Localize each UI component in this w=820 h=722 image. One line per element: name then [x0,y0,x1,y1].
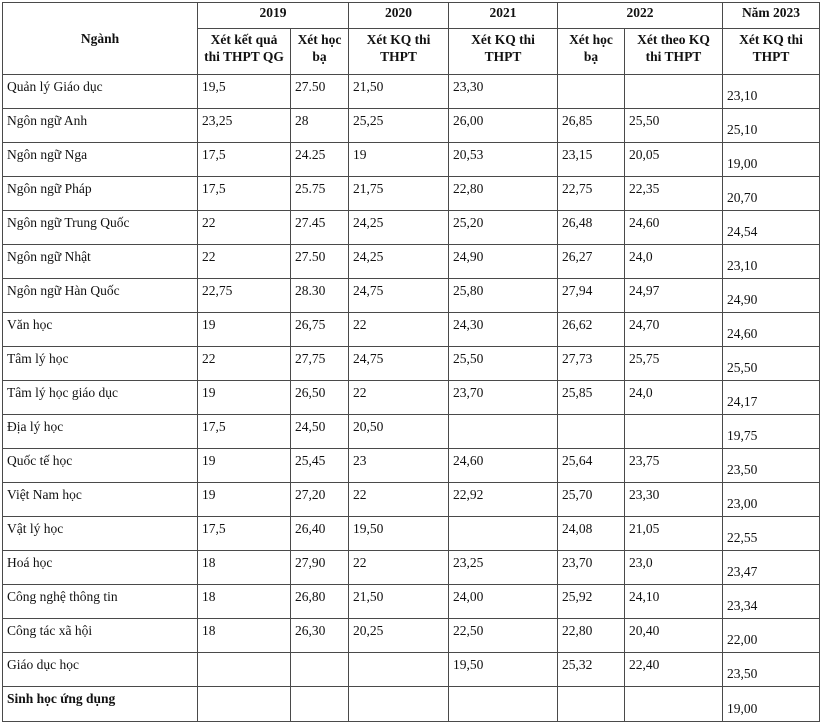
major-column-header: Ngành [3,3,198,75]
major-name-cell: Văn học [3,313,198,347]
table-row [3,75,820,109]
score-2019-exam-cell: 19 [198,381,291,415]
major-name-cell: Giáo dục học [3,653,198,687]
score-2020-exam-cell: 21,50 [349,75,449,109]
score-2021-exam-cell: 22,80 [449,177,558,211]
table-row [3,517,820,551]
score-2023-exam-cell: 23,00 [723,483,820,517]
score-2023-exam-cell: 19,75 [723,415,820,449]
major-name-cell: Sinh học ứng dụng [3,687,198,722]
table-row [3,347,820,381]
score-2020-exam-cell: 19,50 [349,517,449,551]
score-2019-transcript-cell: 26,80 [291,585,349,619]
score-2022-exam-cell: 24,97 [625,279,723,313]
major-name-cell: Ngôn ngữ Nhật [3,245,198,279]
score-2022-exam-cell: 20,05 [625,143,723,177]
score-2019-exam-cell: 22 [198,347,291,381]
score-2022-transcript-cell: 22,80 [558,619,625,653]
score-2021-exam-cell: 22,50 [449,619,558,653]
score-2023-exam-cell: 23,10 [723,245,820,279]
table-row [3,653,820,687]
score-2021-exam-cell [449,687,558,722]
score-2022-transcript-cell: 27,94 [558,279,625,313]
score-2023-exam-cell: 23,47 [723,551,820,585]
score-2022-transcript-cell: 25,92 [558,585,625,619]
score-2021-exam-cell: 23,25 [449,551,558,585]
table-header [3,3,820,75]
score-2019-transcript-cell: 27.50 [291,245,349,279]
score-2019-exam-cell: 19,5 [198,75,291,109]
score-2020-exam-cell: 24,25 [349,245,449,279]
score-2019-transcript-cell: 28.30 [291,279,349,313]
score-2019-transcript-cell: 26,50 [291,381,349,415]
score-2019-transcript-cell [291,653,349,687]
score-2019-exam-cell [198,653,291,687]
score-2020-exam-cell: 22 [349,551,449,585]
score-2021-exam-cell: 24,60 [449,449,558,483]
score-2021-exam-cell: 23,70 [449,381,558,415]
score-2022-transcript-cell: 25,64 [558,449,625,483]
score-2019-transcript-cell: 27,20 [291,483,349,517]
score-2022-transcript-cell: 26,27 [558,245,625,279]
major-name-cell: Ngôn ngữ Pháp [3,177,198,211]
score-2021-exam-cell [449,415,558,449]
score-2022-exam-cell: 23,0 [625,551,723,585]
score-2019-exam-cell [198,687,291,722]
score-2020-exam-cell: 21,75 [349,177,449,211]
table-row [3,687,820,722]
score-2021-exam-cell: 19,50 [449,653,558,687]
score-2022-exam-cell [625,415,723,449]
score-2020-exam-cell: 19 [349,143,449,177]
score-2022-exam-cell: 24,60 [625,211,723,245]
major-name-cell: Địa lý học [3,415,198,449]
method-header-2019-exam: Xét kết quả thi THPT QG [198,29,291,75]
major-name-cell: Việt Nam học [3,483,198,517]
score-2019-transcript-cell: 26,40 [291,517,349,551]
major-name-cell: Tâm lý học giáo dục [3,381,198,415]
score-2020-exam-cell: 22 [349,483,449,517]
score-2022-exam-cell: 21,05 [625,517,723,551]
major-name-cell: Vật lý học [3,517,198,551]
score-2019-exam-cell: 18 [198,619,291,653]
method-header-2021-exam: Xét KQ thi THPT [449,29,558,75]
score-2022-exam-cell: 25,75 [625,347,723,381]
score-2020-exam-cell: 22 [349,381,449,415]
score-2019-transcript-cell: 27.50 [291,75,349,109]
score-2020-exam-cell: 24,25 [349,211,449,245]
major-name-cell: Tâm lý học [3,347,198,381]
score-2019-exam-cell: 18 [198,551,291,585]
method-header-2022-transcript: Xét học bạ [558,29,625,75]
score-2019-exam-cell: 17,5 [198,177,291,211]
score-2019-transcript-cell: 24,50 [291,415,349,449]
table-row [3,109,820,143]
major-name-cell: Ngôn ngữ Nga [3,143,198,177]
score-2019-transcript-cell: 25,45 [291,449,349,483]
score-2023-exam-cell: 19,00 [723,687,820,722]
method-header-2022-exam: Xét theo KQ thi THPT [625,29,723,75]
score-2022-transcript-cell: 25,32 [558,653,625,687]
score-2023-exam-cell: 22,55 [723,517,820,551]
score-2022-transcript-cell: 26,62 [558,313,625,347]
score-2023-exam-cell: 24,54 [723,211,820,245]
score-2022-exam-cell [625,687,723,722]
score-2021-exam-cell: 26,00 [449,109,558,143]
table-row [3,245,820,279]
score-2022-transcript-cell: 23,70 [558,551,625,585]
score-2019-transcript-cell: 26,30 [291,619,349,653]
score-2019-exam-cell: 22 [198,245,291,279]
major-name-cell: Hoá học [3,551,198,585]
table-row [3,279,820,313]
score-2022-exam-cell: 22,35 [625,177,723,211]
score-2023-exam-cell: 24,17 [723,381,820,415]
score-2023-exam-cell: 23,10 [723,75,820,109]
score-2022-transcript-cell: 24,08 [558,517,625,551]
score-2021-exam-cell: 24,30 [449,313,558,347]
score-2022-transcript-cell: 22,75 [558,177,625,211]
score-2021-exam-cell: 23,30 [449,75,558,109]
score-2023-exam-cell: 24,60 [723,313,820,347]
score-2020-exam-cell: 23 [349,449,449,483]
score-2022-exam-cell [625,75,723,109]
table-row [3,313,820,347]
score-2019-exam-cell: 19 [198,449,291,483]
admission-scores-table [2,2,820,722]
score-2019-transcript-cell: 27.45 [291,211,349,245]
score-2021-exam-cell: 25,50 [449,347,558,381]
major-name-cell: Ngôn ngữ Anh [3,109,198,143]
score-2019-exam-cell: 17,5 [198,143,291,177]
score-2022-exam-cell: 24,0 [625,245,723,279]
year-2022-header: 2022 [558,3,723,29]
table-body [3,75,820,722]
score-2019-exam-cell: 23,25 [198,109,291,143]
method-header-2020-exam: Xét KQ thi THPT [349,29,449,75]
score-2021-exam-cell: 22,92 [449,483,558,517]
table-row [3,551,820,585]
table-row [3,483,820,517]
major-name-cell: Quốc tế học [3,449,198,483]
score-2022-transcript-cell: 27,73 [558,347,625,381]
score-2020-exam-cell: 22 [349,313,449,347]
year-2021-header: 2021 [449,3,558,29]
score-2023-exam-cell: 23,34 [723,585,820,619]
score-2023-exam-cell: 20,70 [723,177,820,211]
year-2019-header: 2019 [198,3,349,29]
score-2020-exam-cell: 25,25 [349,109,449,143]
major-name-cell: Công nghệ thông tin [3,585,198,619]
score-2020-exam-cell: 20,25 [349,619,449,653]
score-2019-exam-cell: 18 [198,585,291,619]
table-row [3,211,820,245]
method-header-2019-transcript: Xét học bạ [291,29,349,75]
score-2020-exam-cell [349,653,449,687]
score-2019-transcript-cell: 28 [291,109,349,143]
table-row [3,381,820,415]
score-2019-exam-cell: 22,75 [198,279,291,313]
year-2020-header: 2020 [349,3,449,29]
score-2022-transcript-cell: 23,15 [558,143,625,177]
score-2022-transcript-cell: 25,70 [558,483,625,517]
table-row [3,449,820,483]
score-2023-exam-cell: 24,90 [723,279,820,313]
score-2023-exam-cell: 23,50 [723,449,820,483]
score-2023-exam-cell: 25,50 [723,347,820,381]
score-2022-exam-cell: 24,10 [625,585,723,619]
score-2022-exam-cell: 24,0 [625,381,723,415]
table-row [3,619,820,653]
score-2019-transcript-cell: 25.75 [291,177,349,211]
score-2021-exam-cell: 25,80 [449,279,558,313]
header-year-row [3,3,820,29]
year-2023-header: Năm 2023 [723,3,820,29]
score-2019-exam-cell: 22 [198,211,291,245]
score-2019-exam-cell: 17,5 [198,517,291,551]
score-2022-exam-cell: 23,75 [625,449,723,483]
score-2021-exam-cell: 20,53 [449,143,558,177]
score-2019-transcript-cell: 24.25 [291,143,349,177]
score-2020-exam-cell: 24,75 [349,347,449,381]
score-2019-transcript-cell: 27,90 [291,551,349,585]
major-name-cell: Ngôn ngữ Trung Quốc [3,211,198,245]
score-2019-transcript-cell [291,687,349,722]
score-2020-exam-cell: 20,50 [349,415,449,449]
score-2022-transcript-cell: 26,48 [558,211,625,245]
major-name-cell: Quản lý Giáo dục [3,75,198,109]
score-2021-exam-cell [449,517,558,551]
score-2020-exam-cell [349,687,449,722]
score-2019-exam-cell: 17,5 [198,415,291,449]
score-2023-exam-cell: 22,00 [723,619,820,653]
score-2022-exam-cell: 20,40 [625,619,723,653]
score-2022-transcript-cell [558,75,625,109]
score-2022-transcript-cell [558,687,625,722]
score-2022-transcript-cell: 26,85 [558,109,625,143]
score-2022-transcript-cell [558,415,625,449]
score-2023-exam-cell: 19,00 [723,143,820,177]
score-2022-exam-cell: 22,40 [625,653,723,687]
score-2023-exam-cell: 23,50 [723,653,820,687]
major-name-cell: Công tác xã hội [3,619,198,653]
table-row [3,415,820,449]
score-2021-exam-cell: 25,20 [449,211,558,245]
score-2020-exam-cell: 24,75 [349,279,449,313]
score-2021-exam-cell: 24,90 [449,245,558,279]
method-header-2023-exam: Xét KQ thi THPT [723,29,820,75]
table-row [3,143,820,177]
major-name-cell: Ngôn ngữ Hàn Quốc [3,279,198,313]
table-row [3,585,820,619]
score-2022-exam-cell: 24,70 [625,313,723,347]
score-2019-transcript-cell: 27,75 [291,347,349,381]
score-2022-exam-cell: 23,30 [625,483,723,517]
score-2019-exam-cell: 19 [198,313,291,347]
score-2019-transcript-cell: 26,75 [291,313,349,347]
score-2023-exam-cell: 25,10 [723,109,820,143]
score-2022-transcript-cell: 25,85 [558,381,625,415]
score-2022-exam-cell: 25,50 [625,109,723,143]
score-2021-exam-cell: 24,00 [449,585,558,619]
table-row [3,177,820,211]
score-2019-exam-cell: 19 [198,483,291,517]
score-2020-exam-cell: 21,50 [349,585,449,619]
